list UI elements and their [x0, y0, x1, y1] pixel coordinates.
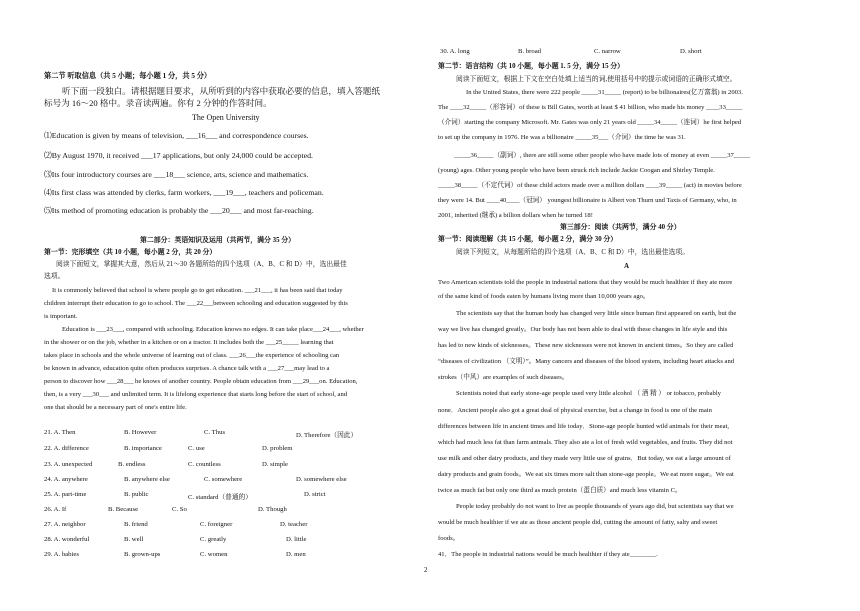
reading-line: foods。 — [438, 535, 460, 542]
option-a: 25. A. part-time — [44, 491, 87, 498]
page-number: 2 — [424, 566, 428, 574]
option-a: 22. A. difference — [44, 445, 89, 452]
option-b: B. well — [124, 536, 144, 543]
grammar-title: 第二节：语言结构（共 10 小题，每小题 1. 5 分，满分 15 分） — [438, 63, 625, 70]
reading-line: of the same kind of foods eaten by humans living more than 10,000 years ago。 — [438, 293, 650, 300]
option-c: C. foreigner — [200, 521, 233, 528]
option-c: C. Thus — [204, 429, 226, 436]
option-b: B. anywhere else — [124, 476, 170, 483]
listening-item: ⑴Education is given by means of television, ___16___ and correspondence courses. — [44, 131, 309, 140]
option-a: 26. A. If — [44, 506, 67, 513]
option-d: D. problem — [262, 445, 293, 452]
cloze-instruction: 选项。 — [44, 273, 65, 280]
passage-label: A — [624, 262, 630, 270]
option-c: C. standard（普通的） — [188, 494, 252, 501]
option-d: D. somewhere else — [296, 476, 347, 483]
option-d: D. men — [286, 551, 306, 558]
cloze-line: Education is ___23___, compared with schooling. Education knows no edges. It can take place___24___, whether — [62, 326, 364, 333]
listening-item: ⑵By August 1970, it received ___17 applications, but only 24,000 could be accepted. — [44, 151, 313, 160]
reading-line: has led to new kinds of sicknesses。These new sicknesses were not known in ancient times。So they are called — [438, 342, 734, 349]
part-2-title: 第二部分：英语知识及运用（共两节，满分 35 分） — [140, 237, 296, 244]
cloze-line: children interrupt their education to go to school. The ___22___between schooling and education suggested by this — [44, 300, 348, 307]
cloze-line: then, is a very ___30___ and unlimited term. It is lifelong experience that starts long before the start of school, and — [44, 391, 348, 398]
listening-item: ⑷Its first class was attended by clerks, farm workers, ___19___, teachers and policeman. — [44, 188, 324, 197]
grammar-line: _____36_____（副词）, there are still some other people who have made lots of money at even _____37_____ — [454, 152, 751, 159]
grammar-line: 2001, inherited (继承) a billion dollars when he turned 18! — [438, 212, 593, 219]
cloze-line: one that should be a necessary part of one's entire life. — [44, 404, 187, 411]
option-d: D. short — [680, 48, 702, 55]
reading-line: strokes（中风）are examples of such diseases。 — [438, 374, 569, 381]
reading-line: Two American scientists told the people in industrial nations that they would be much healthier if they ate more — [438, 279, 733, 286]
option-d: D. Therefore（因此） — [296, 432, 358, 439]
option-c: C. countless — [188, 461, 221, 468]
option-a: 28. A. wonderful — [44, 536, 90, 543]
option-b: B. friend — [124, 521, 148, 528]
grammar-line: In the United States, there were 222 people _____31_____ (report) to be billionaires(亿万富翁) in 2003. — [466, 89, 743, 96]
cloze-line: is important. — [44, 313, 78, 320]
option-b: B. broad — [518, 48, 542, 55]
grammar-line: （介词）starting the company Microsoft. Mr. Gates was only 21 years old _____34_____（连词）he first helped — [438, 119, 742, 126]
option-c: C. So — [172, 506, 187, 513]
question-41: 41．The people in industrial nations would be much healthier if they ate________. — [438, 551, 658, 558]
cloze-instruction: 阅读下面短文，掌握其大意，然后从 21～30 各题所给的四个选项（A、B、C 和 D）中，选出最佳 — [56, 261, 347, 268]
listening-title: The Open University — [192, 113, 260, 122]
option-b: B. endless — [118, 461, 146, 468]
option-b: B. importance — [124, 445, 162, 452]
option-a: 29. A. babies — [44, 551, 79, 558]
option-c: C. women — [200, 551, 228, 558]
option-a: 24. A. anywhere — [44, 476, 88, 483]
option-c: C. greatly — [200, 536, 227, 543]
grammar-instruction: 阅读下面短文，根据上下文在空白处填上适当的词,使用括号中的提示或词语的正确形式填空。 — [456, 76, 737, 83]
option-b: B. However — [124, 429, 157, 436]
reading-line: would be much healthier if we ate as those ancient people did, cutting the amount of fatty, salty and sweet — [438, 519, 718, 526]
reading-line: twice as much fat but only one third as much protein（蛋白质）and much less vitamin C。 — [438, 487, 682, 494]
listening-item: ⑶Its four introductory courses are ___18___ science, arts, science and mathematics. — [44, 170, 309, 179]
option-c: C. use — [188, 445, 205, 452]
reading-line: which had much less fat than farm animals. They also ate a lot of fresh wild vegetables, and fruits. They did not — [438, 439, 733, 446]
grammar-line: (young) ages. Other young people who have been struck rich include Jackie Coogan and Shirley Temple. — [438, 167, 715, 174]
reading-line: none．Ancient people also got a great deal of physical exercise, but a change in food is one of the main — [438, 407, 712, 414]
cloze-line: takes place in schools and the whole universe of learning out of class. ___26___the experience of schooling can — [44, 352, 340, 359]
reading-line: way we live has changed greatly。Our body has not been able to deal with these changes in life style and this — [438, 326, 728, 333]
option-d: D. simple — [262, 461, 289, 468]
reading-title: 第一节：阅读理解（共 15 小题，每小题 2 分，满分 30 分） — [438, 236, 618, 243]
option-c: C. narrow — [594, 48, 621, 55]
section-2-instruction: 听下面一段独白。请根据题目要求，从所听到的内容中获取必要的信息，填入答题纸 — [62, 86, 380, 96]
option-a: 27. A. neighbor — [44, 521, 86, 528]
grammar-line: they were 14. But ____40____（冠词） youngest billionaire is Albert von Thurn und Taxis of Germany, who, in — [438, 197, 737, 204]
reading-line: dairy products and grain foods。We eat six times more salt than stone-age people。We eat more sugar。We eat — [438, 471, 734, 478]
reading-line: The scientists say that the human body has changed very little since human first appeared on earth, but the — [456, 310, 737, 317]
reading-line: “diseases of civilization （文明）”。Many cancers and diseases of the blood system, including heart attacks and — [438, 358, 735, 365]
reading-line: People today probably do not want to live as people thousands of years ago did, but scientists say that we — [456, 503, 734, 510]
option-a: 23. A. unexpected — [44, 461, 93, 468]
option-a: 30. A. long — [440, 48, 470, 55]
reading-line: differences between life in ancient times and life today．Stone-age people hunted wild animals for their meat, — [438, 423, 730, 430]
reading-instruction: 阅读下列短文，从每题所给的四个选项（A、B、C 和 D）中，选出最佳选项。 — [456, 249, 689, 256]
option-b: B. grown-ups — [124, 551, 161, 558]
option-c: C. somewhere — [204, 476, 243, 483]
section-2-instruction: 标号为 16～20 格中。录音读两遍。你有 2 分钟的作答时间。 — [44, 98, 272, 108]
section-2-title: 第二节 听取信息（共 5 小题；每小题 1 分，共 5 分） — [44, 72, 212, 80]
option-d: D. Though — [258, 506, 287, 513]
option-b: B. Because — [108, 506, 139, 513]
cloze-line: person to discover how ___28___ he knows of another country. People obtain education from ___29___on. Education, — [44, 378, 358, 385]
option-b: B. public — [124, 491, 149, 498]
cloze-line: It is commonly believed that school is where people go to get education. ___21___, it has been said that today — [52, 287, 343, 294]
reading-line: use milk and other dairy products, and they made very little use of grains．But today, we eat a large amount of — [438, 455, 731, 462]
listening-item: ⑸Its method of promoting education is probably the ___20___ and most far-reaching. — [44, 206, 314, 215]
option-d: D. little — [286, 536, 307, 543]
option-a: 21. A. Then — [44, 429, 76, 436]
grammar-line: to set up the company in 1976. He was a billionaire _____35___（介词）the time he was 31. — [438, 134, 686, 141]
cloze-title: 第一节：完形填空（共 10 小题，每小题 2 分，共 20 分） — [44, 249, 217, 256]
part-3-title: 第三部分：阅读（共两节，满分 40 分） — [560, 224, 681, 231]
grammar-line: _____38_____（不定代词）of these child actors made over a million dollars ____39_____ (act) in movies before — [438, 182, 742, 189]
option-d: D. strict — [304, 491, 326, 498]
grammar-line: The ____32_____（形容词）of these is Bill Gates, worth at least $ 41 billion, who made his money ____33_____ — [438, 104, 743, 111]
cloze-line: in the shower or on the job, whether in a kitchen or on a tractor. It includes both the ___25_____ learning that — [44, 339, 334, 346]
reading-line: Scientists noted that early stone-age people used very little alcohol （ 酒 精 ） or tobacco, probably — [456, 390, 721, 397]
option-d: D. teacher — [280, 521, 308, 528]
cloze-line: be known in advance, education quite often produces surprises. A chance talk with a ___27___may lead to a — [44, 365, 330, 372]
